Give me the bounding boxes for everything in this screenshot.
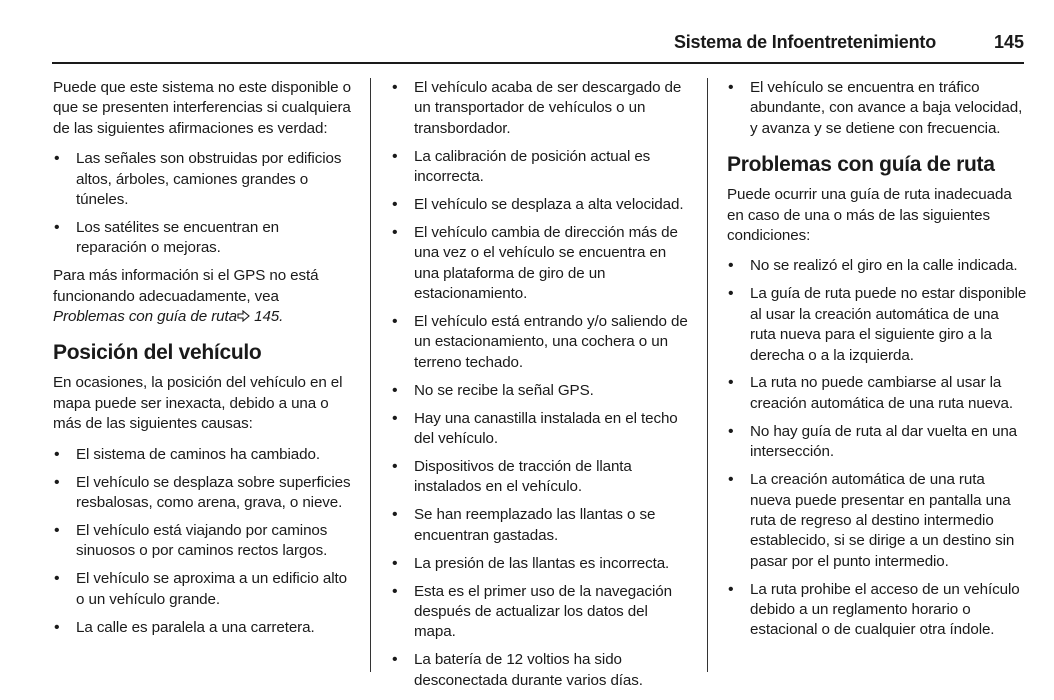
list-item: • El vehículo cambia de dirección más de una vez o el vehículo se encuentra en una plataforma de giro de un estacionamiento. [391,223,691,305]
position-causes-list-end [727,78,1027,139]
list-item: • La presión de las llantas es incorrecta. [391,554,691,574]
list-item: • La calibración de posición actual es incorrecta. [391,147,691,188]
page-number: 145 [993,32,1024,52]
column-divider [370,78,371,672]
section-title: Sistema de Infoentretenimiento [673,32,936,52]
list-item: • Las señales son obstruidas por edificios altos, árboles, camiones grandes o túneles. [53,149,353,210]
cross-reference-page: 145. [254,308,284,326]
list-item: • El vehículo acaba de ser descargado de un transportador de vehículos o un transbordador. [391,78,691,139]
list-item: • La ruta no puede cambiarse al usar la creación automática de una ruta nueva. [727,373,1027,414]
list-item: • La creación automática de una ruta nueva puede presentar en pantalla una ruta de regreso al destino intermedio establecido, si se dirige a un destino sin pasar por el punto intermedio. [727,470,1027,572]
list-item: • El vehículo está viajando por caminos sinuosos o por caminos rectos largos. [53,521,353,562]
list-item: • La batería de 12 voltios ha sido desconectada durante varios días. [391,650,691,691]
gps-info-text: Para más información si el GPS no está funcionando adecuadamente, vea [53,267,319,305]
list-item: • El vehículo se encuentra en tráfico abundante, con avance a baja velocidad, y avanza y se detiene con frecuencia. [727,78,1027,139]
heading-route-guidance-problems: Problemas con guía de ruta [727,153,995,177]
cross-reference-title: Problemas con guía de ruta [53,308,237,326]
route-conditions-list [727,256,1027,640]
list-item: • Esta es el primer uso de la navegación después de actualizar los datos del mapa. [391,582,691,643]
list-item: • No se realizó el giro en la calle indicada. [727,256,1027,276]
page-reference-arrow-icon [237,310,250,322]
column-middle [391,78,691,699]
list-item: • Dispositivos de tracción de llanta instalados en el vehículo. [391,457,691,498]
list-item: • El sistema de caminos ha cambiado. [53,445,353,465]
list-item: • Los satélites se encuentran en reparación o mejoras. [53,218,353,259]
list-item: • No hay guía de ruta al dar vuelta en una intersección. [727,422,1027,463]
column-divider [707,78,708,672]
list-item: • La ruta prohibe el acceso de un vehículo debido a un reglamento horario o estacional o de cualquier otra índole. [727,580,1027,641]
list-item: • El vehículo se desplaza sobre superficies resbalosas, como arena, grava, o nieve. [53,473,353,514]
list-item: • La guía de ruta puede no estar disponible al usar la creación automática de una ruta nueva para el siguiente giro a la derecha o a la izquierda. [727,284,1027,366]
list-item: • Se han reemplazado las llantas o se encuentran gastadas. [391,505,691,546]
intro-paragraph: Puede que este sistema no este disponible o que se presenten interferencias si cualquiera de las siguientes afirmaciones es verdad: [53,79,351,137]
position-causes-list [53,445,353,638]
position-causes-list-continued [391,78,691,691]
position-intro: En ocasiones, la posición del vehículo en el mapa puede ser inexacta, debido a una o más de las siguientes causas: [53,374,343,433]
column-left [53,78,353,645]
list-item: • La calle es paralela a una carretera. [53,618,353,638]
route-intro: Puede ocurrir una guía de ruta inadecuada en caso de una o más de las siguientes condiciones: [727,186,1012,245]
page-header [52,30,1024,64]
column-right [727,78,1027,648]
list-item: • El vehículo se desplaza a alta velocidad. [391,195,691,215]
heading-vehicle-position: Posición del vehículo [53,341,262,365]
list-item: • El vehículo está entrando y/o saliendo de un estacionamiento, una cochera o un terreno techado. [391,312,691,373]
list-item: • Hay una canastilla instalada en el techo del vehículo. [391,409,691,450]
cross-reference-link[interactable] [53,308,283,325]
list-item: • El vehículo se aproxima a un edificio alto o un vehículo grande. [53,569,353,610]
interference-list [53,149,353,259]
list-item: • No se recibe la señal GPS. [391,381,691,401]
gps-info-paragraph [53,266,353,327]
